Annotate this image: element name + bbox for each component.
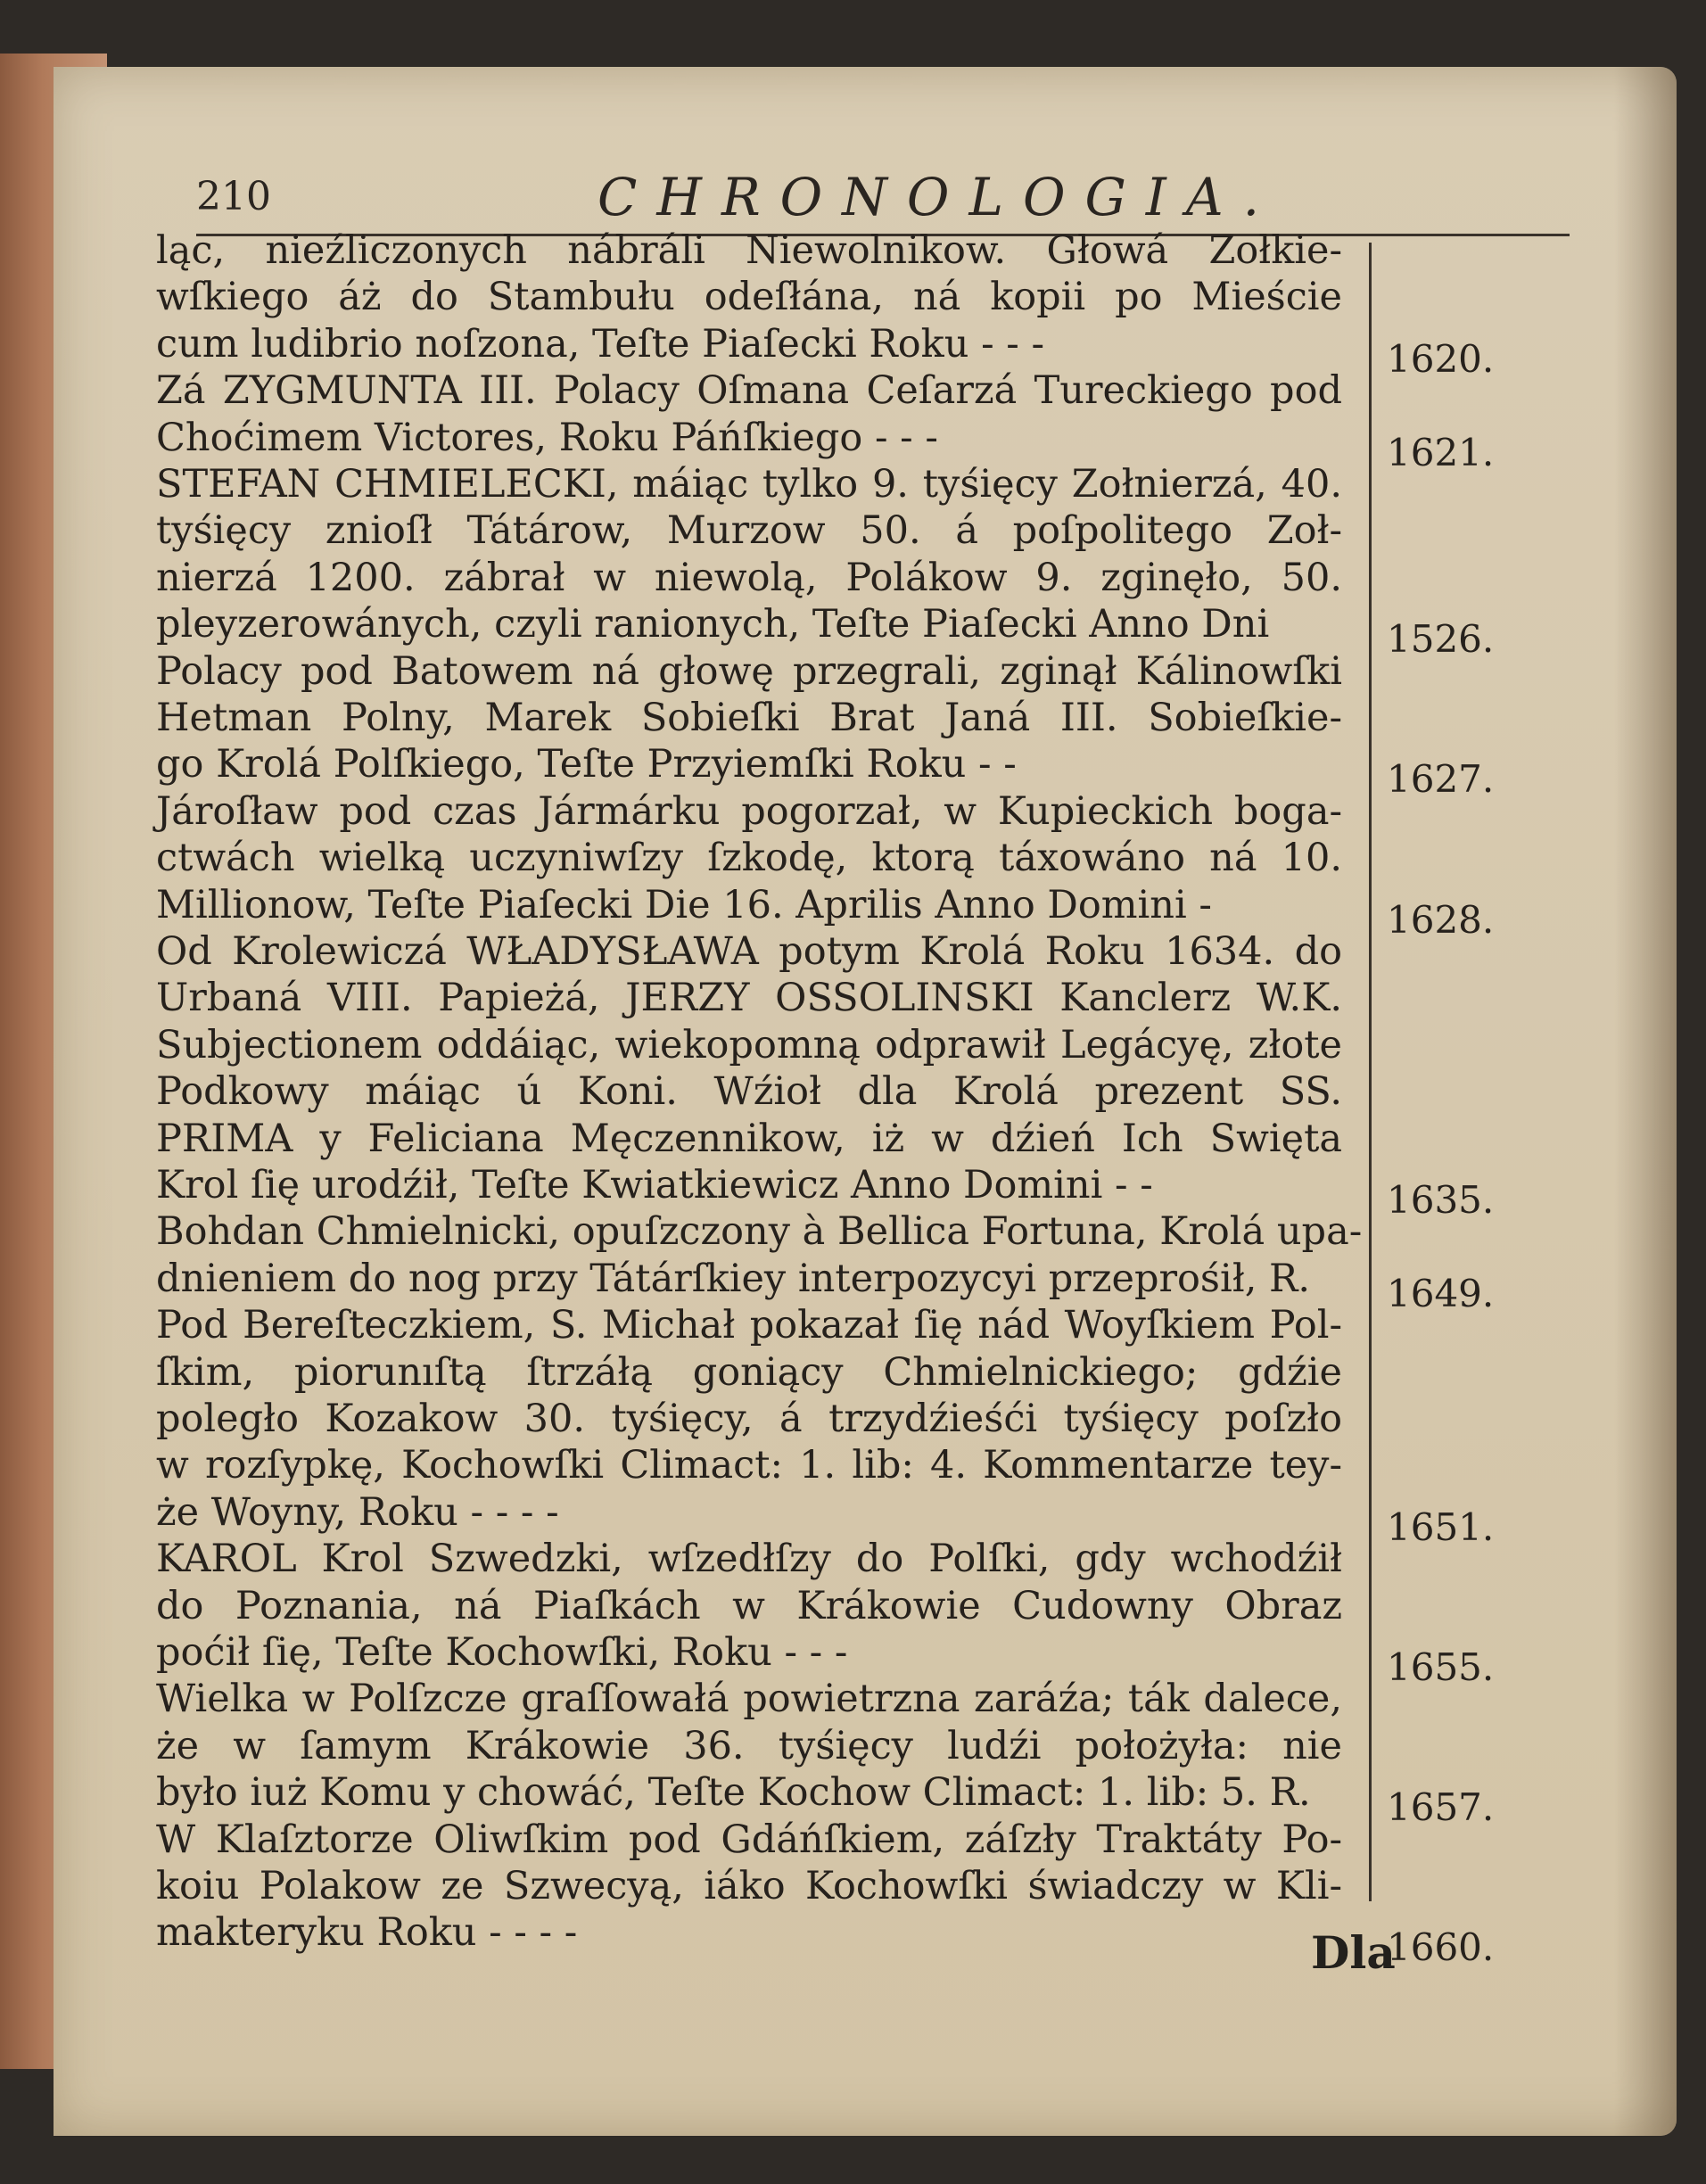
text-line: go Krolá Polſkiego, Teſte Przyiemſki Roku - - — [156, 742, 1017, 787]
text-line: STEFAN CHMIELECKI, máiąc tylko 9. tyśięcy Zołnierzá, 40. — [156, 462, 1342, 507]
year-label: 1651. — [1387, 1504, 1495, 1549]
text-line: tyśięcy znioſł Tátárow, Murzow 50. á poſpolitego Zoł- — [156, 508, 1342, 554]
year-label: 1657. — [1387, 1785, 1495, 1830]
text-line: poległo Kozakow 30. tyśięcy, á trzydźieśći tyśięcy poſzło — [156, 1397, 1342, 1441]
text-line: cum ludibrio noſzona, Teſte Piaſecki Roku - - - — [156, 321, 1044, 367]
year-label: 1628. — [1387, 897, 1495, 942]
text-line: Pod Bereſteczkiem, S. Michał pokazał ſię nád Woyſkiem Pol- — [156, 1303, 1342, 1348]
year-label: 1621. — [1387, 430, 1495, 474]
text-line: Polacy pod Batowem ná głowę przegrali, zginął Kálinowſki — [156, 648, 1342, 694]
text-line: Jároſław pod czas Jármárku pogorzał, w Kupieckich boga- — [156, 788, 1342, 834]
catchword: Dla — [1311, 1926, 1396, 1979]
year-label: 1620. — [1387, 336, 1495, 381]
text-line: pleyzerowánych, czyli ranionych, Teſte Piaſecki Anno Dni — [156, 602, 1270, 647]
text-line: Wielka w Polſzcze graſſowałá powietrzna zaráźa; ták dalece, — [156, 1677, 1342, 1722]
text-line: Od Krolewiczá WŁADYSŁAWA potym Krolá Roku 1634. do — [156, 929, 1342, 974]
text-line: Subjectionem oddáiąc, wiekopomną odprawił Legácyę, złote — [156, 1022, 1342, 1067]
text-line: Krol ſię urodźił, Teſte Kwiatkiewicz Anno Domini - - — [156, 1163, 1153, 1207]
page-number: 210 — [196, 174, 271, 219]
text-line: Bohdan Chmielnicki, opuſzczony à Bellica Fortuna, Krolá upa- — [156, 1209, 1363, 1255]
text-line: Choćimem Victores, Roku Páńſkiego - - - — [156, 415, 938, 460]
text-line: ctwách wielką uczyniwſzy ſzkodę, ktorą táxowáno ná 10. — [156, 836, 1342, 881]
text-line: Zá ZYGMUNTA III. Polacy Oſmana Ceſarzá Tureckiego pod — [156, 368, 1342, 414]
text-line: koiu Polakow ze Szwecyą, iáko Kochowſki świadczy w Kli- — [156, 1864, 1342, 1908]
text-line: Millionow, Teſte Piaſecki Die 16. Aprilis Anno Domini - — [156, 882, 1212, 927]
year-column-rule — [1369, 243, 1372, 1901]
year-label: 1627. — [1387, 757, 1495, 802]
year-label: 1660. — [1387, 1925, 1495, 1970]
text-line: nierzá 1200. zábrał w niewolą, Polákow 9. zginęło, 50. — [156, 555, 1342, 600]
text-line: Urbaná VIII. Papieżá, JERZY OSSOLINSKI Kanclerz W.K. — [156, 976, 1342, 1021]
text-line: W Klaſztorze Oliwſkim pod Gdáńſkiem, záſzły Traktáty Po- — [156, 1817, 1342, 1862]
text-line: było iuż Komu y chowáć, Teſte Kochow Climact: 1. lib: 5. R. — [156, 1770, 1311, 1816]
text-line: dnieniem do nog przy Tátárſkiey interpozycyi przeprośił, R. — [156, 1256, 1311, 1301]
year-label: 1655. — [1387, 1645, 1495, 1689]
year-label: 1635. — [1387, 1178, 1495, 1222]
text-line: ląc, nieźliczonych nábráli Niewolnikow. Głowá Zołkie- — [156, 228, 1342, 273]
text-line: PRIMA y Feliciana Męczennikow, iż w dźień Ich Swięta — [156, 1116, 1342, 1161]
text-line: ſkim, piorunıſtą ſtrzáłą goniący Chmielnickiego; gdźie — [156, 1349, 1342, 1395]
text-line: KAROL Krol Szwedzki, wſzedłſzy do Polſki, gdy wchodźił — [156, 1537, 1342, 1582]
text-line: wſkiego áż do Stambułu odeſłána, ná kopii po Mieście — [156, 275, 1342, 320]
text-line: poćił ſię, Teſte Kochowſki, Roku - - - — [156, 1630, 848, 1675]
text-line: w rozſypkę, Kochowſki Climact: 1. lib: 4. Kommentarze tey- — [156, 1443, 1342, 1488]
text-line: że Woyny, Roku - - - - — [156, 1489, 559, 1535]
running-title: CHRONOLOGIA. — [598, 167, 1280, 227]
year-label: 1526. — [1387, 617, 1495, 662]
text-line: do Poznania, ná Piaſkách w Krákowie Cudowny Obraz — [156, 1583, 1342, 1628]
text-line: Podkowy máiąc ú Koni. Wźioł dla Krolá prezent SS. — [156, 1069, 1342, 1115]
text-line: Hetman Polny, Marek Sobieſki Brat Janá III. Sobieſkie- — [156, 696, 1342, 740]
year-label: 1649. — [1387, 1271, 1495, 1315]
text-line: makteryku Roku - - - - — [156, 1910, 578, 1956]
text-line: że w ſamym Krákowie 36. tyśięcy ludźi położyła: nie — [156, 1723, 1342, 1768]
